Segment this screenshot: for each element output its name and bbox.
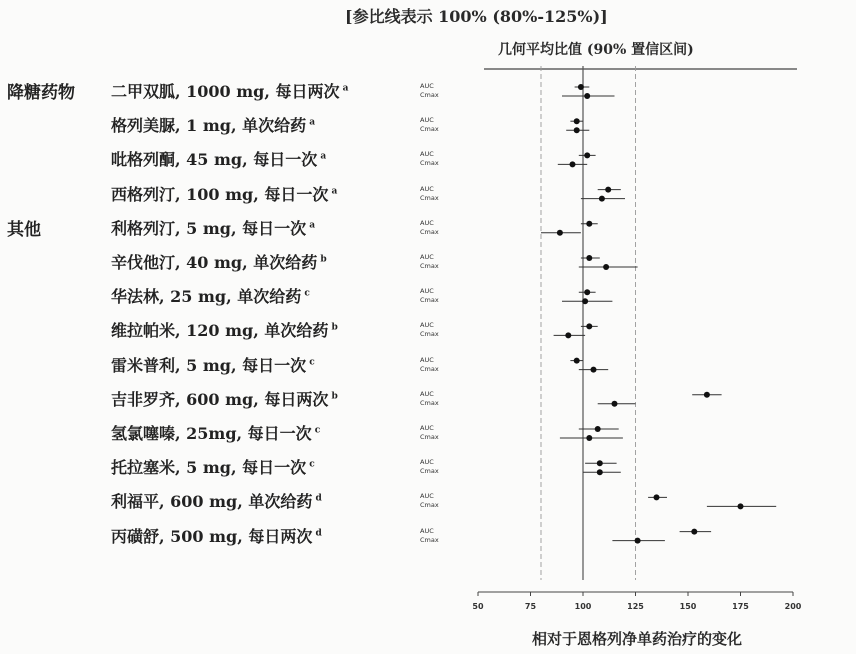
footnote-marker: a [306, 220, 316, 231]
metric-label-cmax: Cmax [420, 364, 439, 373]
point-cmax [584, 93, 590, 99]
point-cmax [599, 196, 605, 202]
drug-label: 西格列汀, 100 mg, 每日一次 $^a$ [111, 184, 338, 204]
point-auc [654, 494, 660, 500]
metric-label-cmax: Cmax [420, 330, 439, 339]
point-auc [597, 460, 603, 466]
drug-label: 氢氯噻嗪, 25mg, 每日一次 $^c$ [111, 424, 321, 443]
metric-label-auc: AUC [420, 355, 434, 364]
point-auc [595, 426, 601, 432]
drug-label: 华法林, 25 mg, 单次给药 $^c$ [111, 287, 310, 307]
metric-label-auc: AUC [420, 150, 434, 159]
drug-label: 格列美脲, 1 mg, 单次给药 $^a$ [111, 116, 316, 136]
drug-label: 辛伐他汀, 40 mg, 单次给药 $^b$ [111, 253, 327, 272]
point-auc [605, 187, 611, 193]
drug-label: 利福平, 600 mg, 单次给药 $^d$ [111, 492, 322, 512]
point-auc [704, 392, 710, 398]
metric-label-cmax: Cmax [420, 227, 439, 236]
metric-label-cmax: Cmax [420, 91, 439, 99]
metric-label-cmax: Cmax [420, 398, 439, 407]
point-cmax [635, 538, 641, 544]
metric-label-cmax: Cmax [420, 262, 439, 270]
x-tick-label-100: 100 [574, 602, 592, 611]
point-cmax [565, 332, 571, 338]
metric-label-auc: AUC [420, 287, 434, 296]
point-cmax [597, 469, 603, 475]
metric-label-cmax: Cmax [420, 535, 439, 544]
point-auc [691, 529, 697, 535]
footnote-marker: a [317, 152, 327, 163]
point-auc [574, 118, 580, 124]
metric-label-auc: AUC [420, 116, 434, 125]
footnote-marker: c [306, 459, 315, 470]
drug-label: 利格列汀, 5 mg, 每日一次 $^a$ [111, 218, 316, 238]
footnote-marker: c [306, 357, 315, 368]
metric-label-cmax: Cmax [420, 159, 439, 168]
metric-label-auc: AUC [420, 389, 434, 398]
metric-label-cmax: Cmax [420, 433, 439, 441]
drug-label: 雷米普利, 5 mg, 每日一次 $^c$ [111, 355, 315, 375]
point-cmax [612, 401, 618, 407]
point-cmax [591, 367, 597, 373]
point-cmax [603, 264, 609, 270]
plot-title: 几何平均比值 (90% 置信区间) [498, 42, 694, 58]
x-tick-label-125: 125 [627, 602, 644, 611]
metric-label-auc: AUC [420, 526, 434, 535]
point-auc [586, 255, 592, 261]
metric-label-auc: AUC [420, 218, 434, 227]
footnote-marker: d [312, 528, 322, 539]
point-auc [584, 289, 590, 295]
footnote-marker: c [311, 425, 321, 436]
footnote-marker: c [301, 288, 310, 299]
point-auc [574, 358, 580, 364]
footnote-marker: a [306, 117, 316, 128]
drug-label: 托拉塞米, 5 mg, 每日一次 $^c$ [111, 458, 315, 478]
point-auc [586, 221, 592, 227]
metric-label-auc: AUC [420, 321, 434, 330]
metric-label-cmax: Cmax [420, 125, 439, 134]
x-tick-label-150: 150 [679, 602, 697, 611]
metric-label-auc: AUC [420, 82, 434, 90]
metric-label-cmax: Cmax [420, 296, 439, 305]
point-auc [584, 152, 590, 158]
metric-label-auc: AUC [420, 253, 434, 261]
metric-label-auc: AUC [420, 184, 434, 193]
footnote-marker: b [328, 323, 338, 334]
footnote-marker: d [312, 494, 322, 505]
x-tick-label-50: 50 [472, 602, 484, 611]
metric-label-cmax: Cmax [420, 193, 439, 202]
group-label: 其他 [7, 219, 41, 240]
point-cmax [586, 435, 592, 441]
footnote-marker: b [317, 254, 327, 265]
point-cmax [738, 503, 744, 509]
point-cmax [557, 230, 563, 236]
point-auc [586, 323, 592, 329]
drug-label: 维拉帕米, 120 mg, 单次给药 $^b$ [111, 321, 338, 341]
x-tick-label-200: 200 [784, 602, 802, 611]
footnote-marker: a [328, 186, 338, 197]
metric-label-auc: AUC [420, 492, 434, 501]
point-cmax [582, 298, 588, 304]
drug-label: 吡格列酮, 45 mg, 每日一次 $^a$ [111, 150, 327, 170]
drug-label: 丙磺舒, 500 mg, 每日两次 $^d$ [111, 526, 322, 546]
drug-label: 吉非罗齐, 600 mg, 每日两次 $^b$ [111, 389, 338, 409]
point-cmax [574, 127, 580, 133]
x-tick-label-75: 75 [524, 602, 537, 611]
point-auc [578, 84, 584, 90]
drug-label: 二甲双胍, 1000 mg, 每日两次 $^a$ [111, 82, 349, 101]
metric-label-auc: AUC [420, 424, 434, 432]
group-label: 降糖药物 [7, 83, 75, 103]
x-tick-label-175: 175 [732, 602, 749, 611]
footnote-marker: b [328, 391, 338, 402]
metric-label-auc: AUC [420, 458, 434, 467]
metric-label-cmax: Cmax [420, 501, 439, 510]
point-cmax [570, 161, 576, 167]
x-axis-label: 相对于恩格列净单药治疗的变化 [532, 630, 743, 648]
metric-label-cmax: Cmax [420, 467, 439, 476]
reference-note: [参比线表示 100% (80%-125%)] [345, 7, 608, 26]
footnote-marker: a [339, 83, 349, 94]
